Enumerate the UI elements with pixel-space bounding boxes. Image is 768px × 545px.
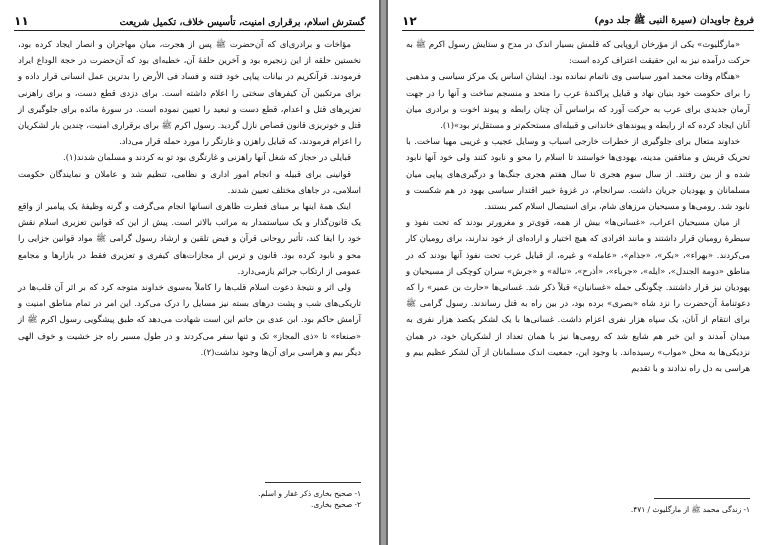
paragraph: از میان مسیحیان اعراب، «غسانی‌ها» بیش از همه، قوی‌تر و مغرورتر بودند که تحت نفوذ و سیطرهٔ رومیان قرار داشتند و مانند افرادی که هیچ اختیار و اراده‌ای از خود ندارند، برای رومیان کار می‌کردند. «بهراء»، «بکر»، «جذام»، «عامله» و غیره، از قبایل عرب تحت نفوذ آنها بودند که در مناطق «دومة الجندل»، «ایله»، «جرباء»، «أذرح»، «تبالة» و «جرش» سران کوچکی از مسیحیان و یهودیان نیز قرار داشتند. چگونگی حمله «غسانیان» قبلاً ذکر شد. غسانی‌ها «حارث بن عمیر» را که دعوتنامهٔ آن‌حضرت را نزد شاه «بصری» برده بود، در بین راه به قتل رساندند. رسول گرامی ﷺ برای انتقام از آنان، یک سپاه هزار نفری اعزام داشت. غسانی‌ها با یک لشکر یکصد هزار نفری به میدان آمدند و این خبر هم شایع شد که رومی‌ها نیز با همان تعداد از لشکریان خود، در همان نزدیکی‌ها به محل «مواب» رسیده‌اند. با وجود این، جمعیت اندک مسلمانان از آن لشکر عظیم بیم و هراسی به دل راه ندادند و با تقدیم bbox=[406, 217, 750, 374]
paragraph: ولی اثر و نتیجهٔ دعوت اسلام قلب‌ها را کاملاً به‌سوی خداوند متوجه کرد که بر اثر آن قلب‌ها در تاریکی‌های شب و پشت درهای بسته نیز مسایل را درک می‌کرد. این امر در تمام مناطق امنیت و آرامش حاکم بود. ابن عدی بن حاتم این است شهادت می‌دهد که طبق پیشگویی رسول اکرم ﷺ از «صنعاء» تا «ذی المجاز» تک و تنها سفر می‌کردند و در طول مسیر راه جز خشیت و خوف الهی دیگر بیم و هراسی برای آن‌ها وجود نداشت(۲). bbox=[18, 282, 361, 357]
paragraph: قوانینی برای قبیله و انجام امور اداری و نظامی، تنظیم شد و عاملان و نمایندگان حکومت اسلامی، در جاهای مختلف تعیین شدند. bbox=[18, 168, 361, 195]
right-page-number: ۱۲ bbox=[402, 14, 417, 28]
footnote: ۱- صحیح بخاری ذکر غفار و اسلم. bbox=[258, 489, 361, 498]
left-page-body bbox=[18, 36, 361, 360]
right-header-title: فروغ جاویدان (سیرة النبی ﷺ جلد دوم) bbox=[594, 15, 754, 26]
paragraph: قبایلی در حجاز که شغل آنها راهزنی و غارتگری بود تو به کردند و مسلمان شدند(۱). bbox=[63, 152, 351, 163]
right-page-body bbox=[406, 36, 750, 376]
paragraph: «مارگلیوث» یکی از مؤرخان اروپایی که قلمش بسیار اندک در مدح و ستایش رسول اکرم ﷺ به حرکت درآمده نیز به این حقیقت اعتراف کرده است: bbox=[406, 39, 750, 66]
footnote: ۲- صحیح بخاری. bbox=[310, 500, 361, 509]
footnote: ۱- زندگی محمد ﷺ از مارگلیوث / ۴۷۱. bbox=[630, 505, 750, 514]
footnote-separator bbox=[265, 482, 361, 483]
right-page-header bbox=[402, 8, 754, 31]
left-page bbox=[0, 0, 381, 545]
left-footnotes bbox=[18, 488, 361, 510]
left-page-header bbox=[14, 8, 365, 31]
left-page-number: ۱۱ bbox=[14, 14, 29, 28]
right-footnotes bbox=[406, 504, 750, 515]
footnote-separator bbox=[654, 498, 750, 499]
left-header-title: گسترش اسلام، برقراری امنیت، تأسیس خلاف، تکمیل شریعت bbox=[119, 17, 365, 28]
quote-paragraph: «هنگام وفات محمد امور سیاسی وی ناتمام نمانده بود. ایشان اساس یک مرکز سیاسی و مذهبی را برای حکومت خود بنیان نهاد و قبایل پراکندهٔ عرب را متحد و منسجم ساخت و آنها را در جهت آرمان جدیدی برای عرب به حرکت آورد که براساس آن چنان رابطه و پیوند اخوت و برادری میان آنان ایجاد کرده که از رابطه و پیوندهای خاندانی و قبیله‌ای مستحکم‌تر و مستقل‌تر بود»(۱). bbox=[406, 71, 750, 131]
paragraph: اینک همهٔ اینها بر مبنای فطرت ظاهری انسانها انجام می‌گرفت و گرنه وظیفهٔ یک پیامبر از واقع یک قانون‌گذار و یک سیاستمدار به مراتب بالاتر است. پیش از این که قوانین تعزیری اسلام نقش خود را ایفا کند، تأثیر روحانی قرآن و فیض تلقین و ارشاد رسول گرامی ﷺ مواد قوانین جزایی را محو و نابود کرده بود. قانون و ترس از مجازات‌های کیفری و تعزیری فقط در بازارها و مجامع عمومی از ارتکاب جرائم بازمی‌دارد. bbox=[18, 201, 361, 276]
paragraph: خداوند متعال برای جلوگیری از خطرات خارجی اسباب و وسایل عجیب و غریبی مهیا ساخت. با تحریک قریش و منافقین مدینه، یهودی‌ها خواستند تا اسلام را محو و نابود کنند ولی خود آنها نابود شده و از بین رفتند. از سال سوم هجری تا سال هفتم هجری جنگ‌ها و درگیری‌های پیاپی میان مسلمانان و یهودیان جریان داشت. سرانجام، در غزوهٔ خیبر اقتدار سیاسی یهود در هم شکست و نابود شد. رومی‌ها و مسیحیان مرزهای شام، برای استیصال اسلام کمر بستند. bbox=[406, 136, 750, 212]
right-page bbox=[386, 0, 768, 545]
paragraph: مؤاخات و برادری‌ای که آن‌حضرت ﷺ پس از هجرت، میان مهاجران و انصار ایجاد کرده بود، نخستین حلقه از این زنجیره بود و آخرین حلقهٔ آن، خطبه‌ای بود که آن‌حضرت در حجة الوداع ایراد فرمودند. قرآنکریم در بیانات پیاپی خود فتنه و فساد فی الأرض را بدترین عمل انسانی قرار داده و برای مرتکبین آن کیفرهای سختی را اعلام داشته است. برای دزدی قطع دست، و برای راهزنی تعزیرهای قتل و اعدام، قطع دست و تبعید را تعیین نموده است. در سورهٔ مائده برای جلوگیری از قتل و خونریزی قانون قصاص نازل گردید. رسول اکرم ﷺ برای برقراری امنیت، چندین بار لشکریان را اعزام فرمودند، که قبایل راهزن و غارتگر را مورد حمله قرار می‌داد. bbox=[18, 39, 361, 147]
